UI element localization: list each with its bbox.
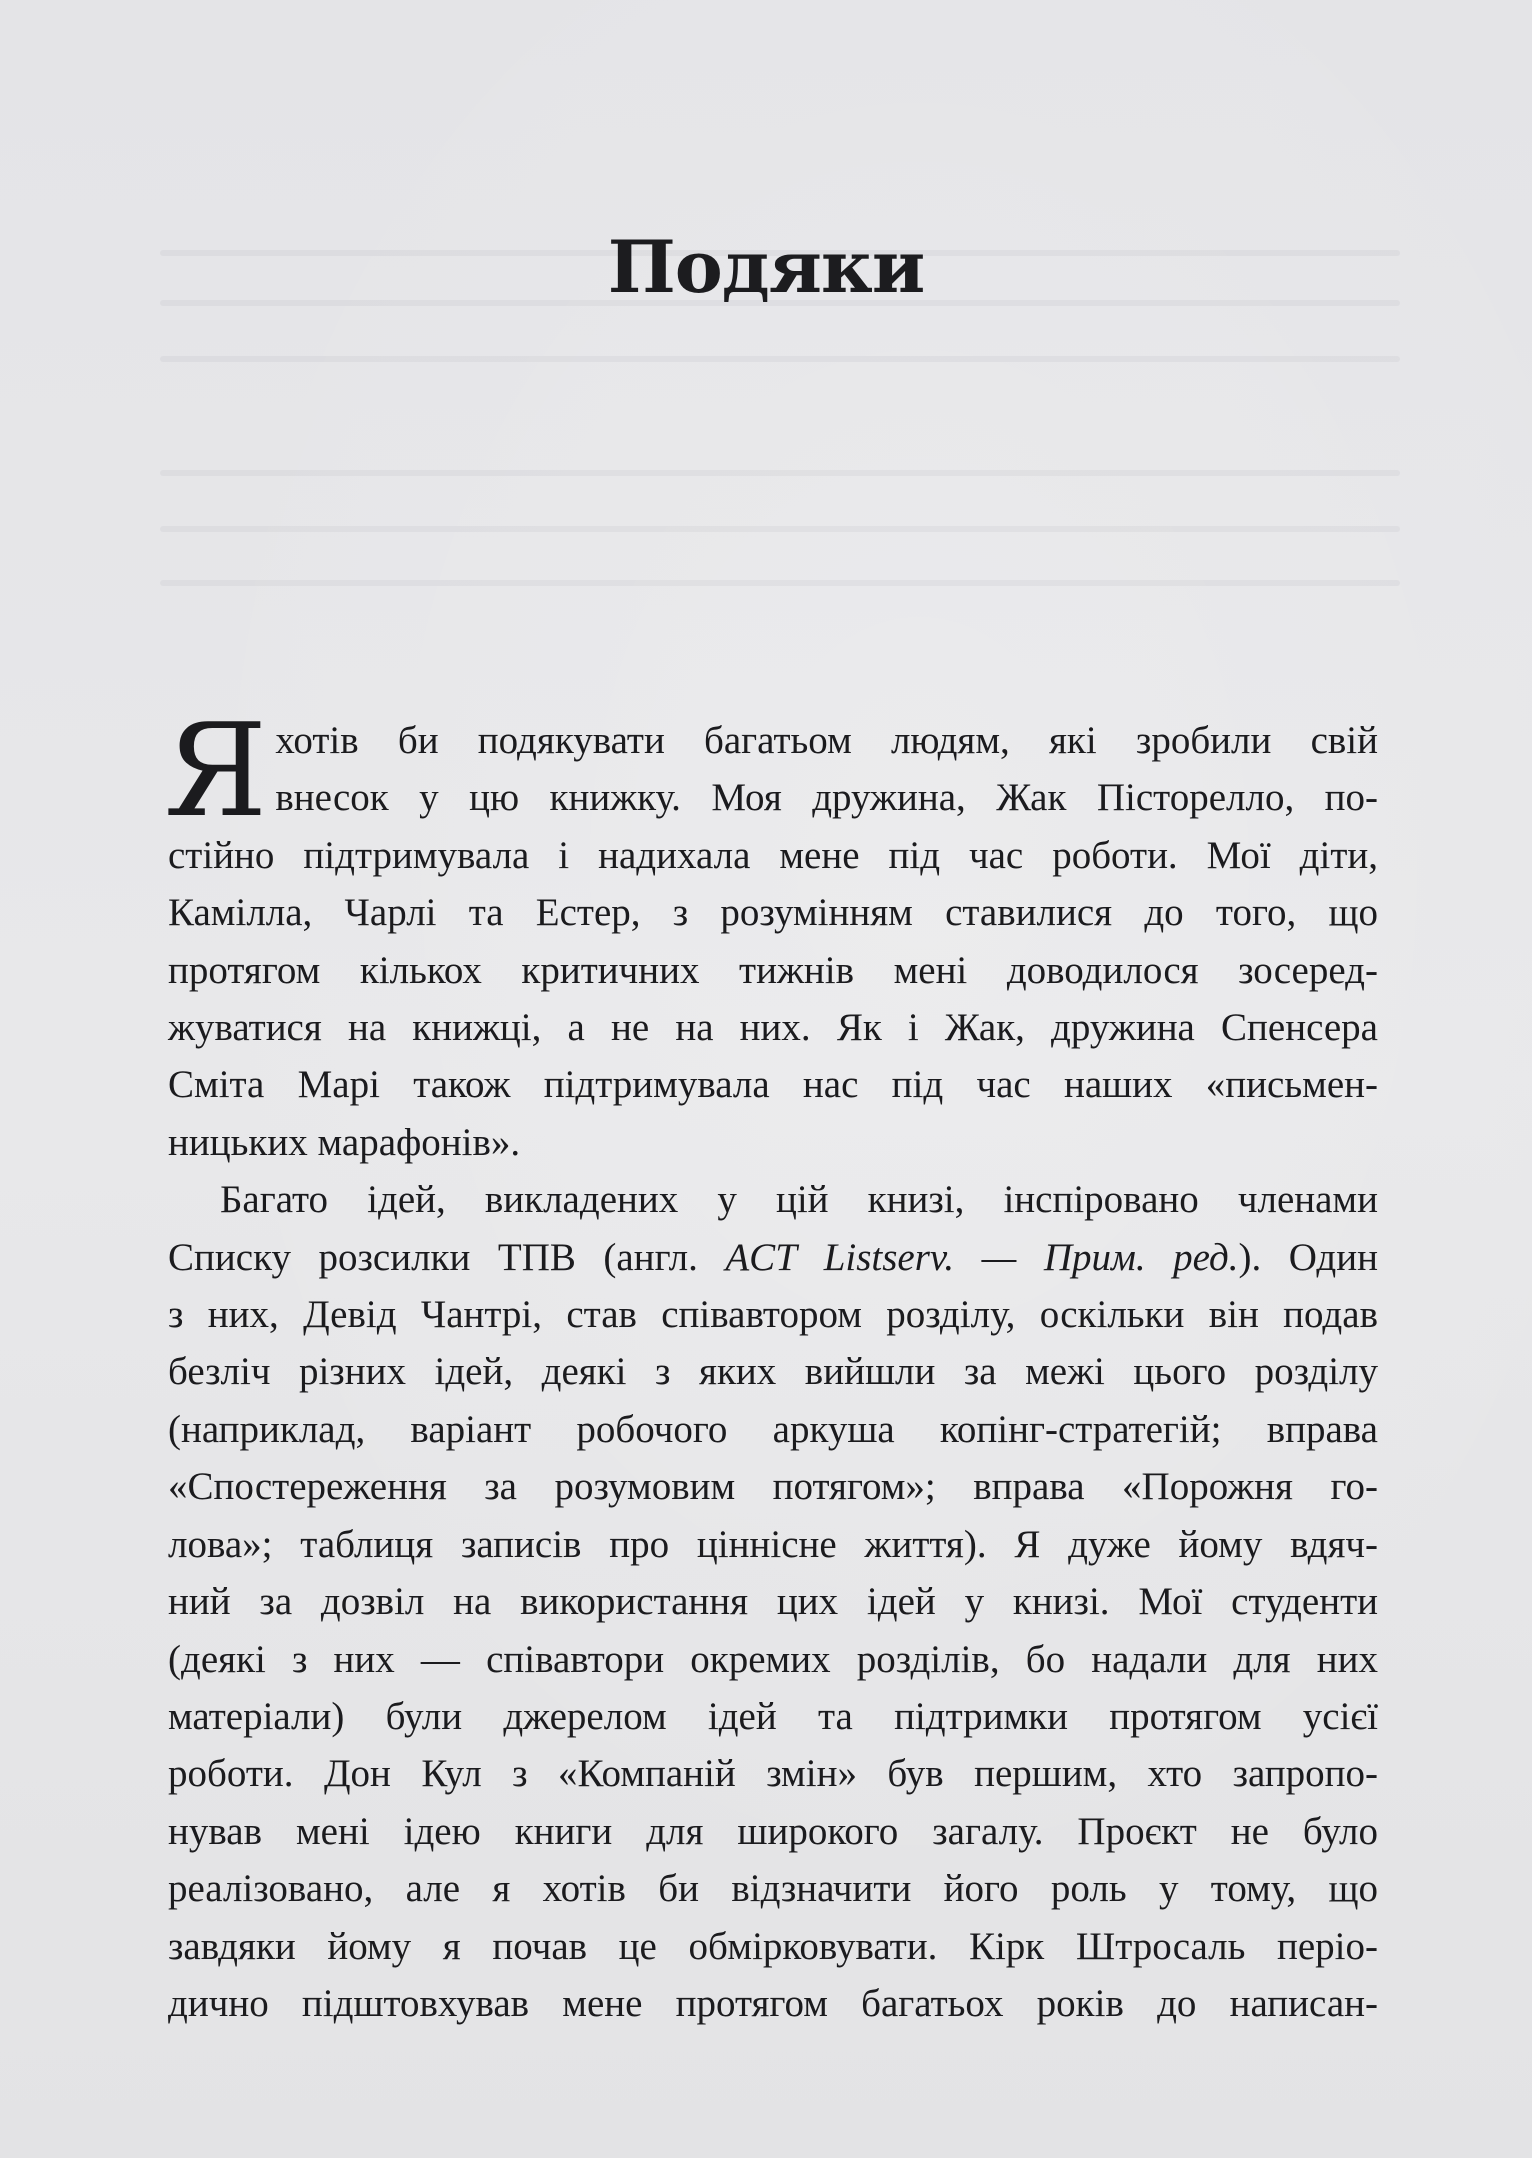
text-line: Багато ідей, викладених у цій книзі, інспіровано членами — [220, 1178, 1378, 1222]
body-text — [164, 697, 1378, 2032]
editor-note: ACT Listserv. — Прим. ред. — [725, 1235, 1239, 1279]
text-line-with-note — [168, 1229, 1378, 1286]
text-line: хотів би подякувати багатьом людям, які зробили свій — [275, 719, 1378, 762]
text-line: матеріали) були джерелом ідей та підтримки протягом усієї — [168, 1694, 1378, 1738]
text-line: дично підштовхував мене протягом багатьох років до написан- — [168, 1981, 1378, 2025]
paragraph-1 — [164, 697, 1378, 1171]
text-fragment: ). Один — [1238, 1235, 1378, 1279]
text-line: лова»; таблиця записів про ціннісне життя). Я дуже йому вдяч- — [168, 1522, 1378, 1566]
text-line: (наприклад, варіант робочого аркуша копінг-стратегій; вправа — [168, 1407, 1378, 1451]
drop-cap: Я — [164, 697, 268, 846]
text-fragment: Списку розсилки ТПВ (англ. — [168, 1235, 726, 1279]
text-line: безліч різних ідей, деякі з яких вийшли за межі цього розділу — [168, 1350, 1378, 1394]
text-line: ний за дозвіл на використання цих ідей у книзі. Мої студенти — [168, 1580, 1378, 1624]
show-through — [160, 526, 1400, 532]
text-line: ницьких марафонів». — [168, 1120, 521, 1164]
text-line: Сміта Марі також підтримувала нас під час наших «письмен- — [168, 1063, 1378, 1107]
show-through — [160, 356, 1400, 362]
text-line: стійно підтримувала і надихала мене під час роботи. Мої діти, — [168, 833, 1378, 877]
page-title: Подяки — [607, 224, 925, 309]
text-line: Камілла, Чарлі та Естер, з розумінням ставилися до того, що — [168, 891, 1378, 935]
text-line: протягом кількох критичних тижнів мені доводилося зосеред- — [168, 948, 1378, 992]
text-line: роботи. Дон Кул з «Компаній змін» був першим, хто запропо- — [168, 1752, 1378, 1796]
text-line: внесок у цю книжку. Моя дружина, Жак Пісторелло, по- — [275, 776, 1378, 820]
text-line: жуватися на книжці, а не на них. Як і Жак, дружина Спенсера — [168, 1006, 1378, 1050]
text-line: з них, Девід Чантрі, став співавтором розділу, оскільки він подав — [168, 1293, 1378, 1337]
show-through — [160, 470, 1400, 476]
text-line: (деякі з них — співавтори окремих розділів, бо надали для них — [168, 1637, 1378, 1681]
show-through — [160, 580, 1400, 586]
text-line: «Спостереження за розумовим потягом»; вправа «Порожня го- — [168, 1465, 1378, 1509]
text-line: нував мені ідею книги для широкого загалу. Проєкт не було — [168, 1809, 1378, 1853]
text-line: завдяки йому я почав це обмірковувати. Кірк Штросаль періо- — [168, 1924, 1378, 1968]
paragraph-2 — [168, 1171, 1378, 2032]
text-line: реалізовано, але я хотів би відзначити його роль у тому, що — [168, 1867, 1378, 1911]
